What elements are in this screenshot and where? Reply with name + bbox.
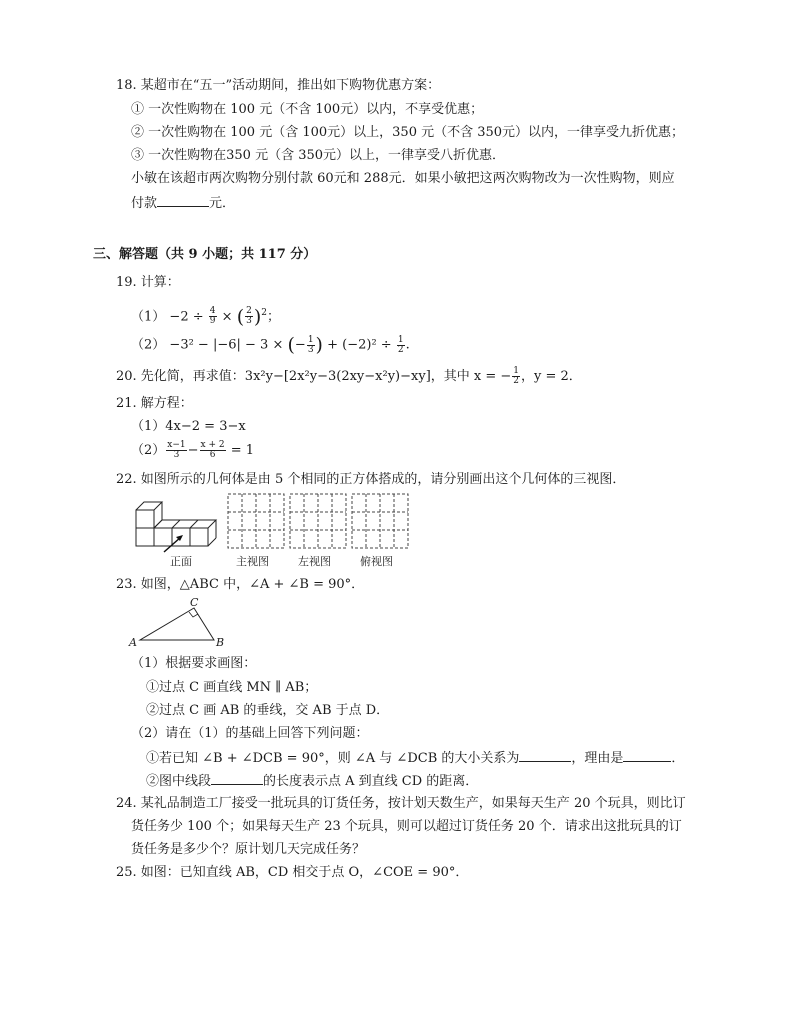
q19-p1-label: （1） <box>131 309 166 325</box>
q23-p2b-text2: 的长度表示点 A 到直线 CD 的距离． <box>263 774 479 789</box>
q19-p1-exponent: 2 <box>261 308 267 318</box>
q21-part1: （1）4x−2 = 3−x <box>131 419 246 434</box>
q19-p1-frac2: $\frac{2}{3}$ <box>246 306 252 327</box>
q21-head: 21. 解方程： <box>116 396 193 411</box>
q18-answer-prefix: 付款 <box>131 196 158 211</box>
q18-line6 <box>131 193 235 213</box>
q18-option2: ② 一次性购物在 100 元（含 100元）以上，350 元（不含 350元）以内，一律享受九折优惠； <box>131 125 685 140</box>
q23-part2a: ①若已知 ∠B + ∠DCB = 90°，则 ∠A 与 ∠DCB 的大小关系为 ，理由是 ． <box>146 748 684 768</box>
q19-p2-frac2: $\frac{1}{2}$ <box>397 334 404 355</box>
q24-line3: 货任务是多少个？原计划几天完成任务？ <box>131 842 366 857</box>
q23-p2a-text2: ，理由是 <box>571 751 624 766</box>
triangle-abc-figure <box>136 600 226 646</box>
q23-reason-blank[interactable] <box>623 748 671 762</box>
q24-line1: 24. 某礼品制造工厂接受一批玩具的订货任务，按计划天数生产，如果每天生产 20 个玩具，则比订 <box>116 796 686 811</box>
left-view-label: 左视图 <box>298 555 331 568</box>
q20 <box>116 366 582 388</box>
cube-solid-figure <box>134 494 224 554</box>
q19-part1: （1） −2 ÷ $\frac{4}{9}$ × ( $\frac{2}{3}$ )$^2$； <box>131 305 281 328</box>
q18-line5: 小敏在该超市两次购物分别付款 60元和 288元．如果小敏把这两次购物改为一次性购物，则应 <box>131 171 675 186</box>
q19-p1-times: × <box>221 309 233 325</box>
q19-p1-expr-a: −2 ÷ <box>169 309 204 325</box>
q19-p2-expr-a: −3² − |−6| − 3 × <box>169 337 284 353</box>
point-b-label: B <box>216 636 225 649</box>
q20-text: 20. 先化简，再求值：3x²y−[2x²y−3(2xy−x²y)−xy]，其中 x = − <box>116 369 512 384</box>
q25-text: 25. 如图：已知直线 AB，CD 相交于点 O，∠COE = 90°． <box>116 865 469 880</box>
q19-head: 19. 计算： <box>116 275 180 290</box>
q23-segment-blank[interactable] <box>211 771 263 785</box>
q21-frac2: $\frac{x + 2}{6}$ <box>200 440 225 460</box>
q23-p2a-text1: ①若已知 ∠B + ∠DCB = 90°，则 ∠A 与 ∠DCB 的大小关系为 <box>146 751 520 766</box>
q23-part1: （1）根据要求画图： <box>131 656 257 671</box>
point-c-label: C <box>190 596 199 609</box>
q21-p2-label: （2） <box>131 443 166 458</box>
view-grids <box>227 492 409 552</box>
main-view-label: 主视图 <box>236 555 269 568</box>
q19-p1-frac1: $\frac{4}{9}$ <box>209 306 216 327</box>
q19-part2: （2） −3² − |−6| − 3 × (− $\frac{1}{3}$ ) + (−2)² ÷ $\frac{1}{2}$ . <box>131 334 410 356</box>
q23-head: 23. 如图，△ABC 中，∠A + ∠B = 90°． <box>116 577 365 592</box>
q23-p2b-text1: ②图中线段 <box>146 774 212 789</box>
q21-p2-end: = 1 <box>230 443 255 458</box>
top-view-label: 俯视图 <box>360 555 393 568</box>
q18-line1: 18. 某超市在“五一”活动期间，推出如下购物优惠方案： <box>116 78 441 93</box>
q19-p2-expr-b: + (−2)² ÷ <box>327 337 392 353</box>
q18-option1: ① 一次性购物在 100 元（不含 100元）以内，不享受优惠； <box>131 102 484 117</box>
q20-frac: $\frac{1}{2}$ <box>513 366 520 386</box>
q24-line2: 货任务少 100 个；如果每天生产 23 个玩具，则可以超过订货任务 20 个．请求出这批玩具的订 <box>131 819 682 834</box>
q20-end: ，y = 2． <box>521 369 582 384</box>
q18-answer-suffix: 元． <box>209 196 236 211</box>
q18-option3: ③ 一次性购物在350 元（含 350元）以上，一律享受八折优惠． <box>131 148 506 163</box>
q23-part1b: ②过点 C 画 AB 的垂线，交 AB 于点 D． <box>146 703 390 718</box>
q23-part2: （2）请在（1）的基础上回答下列问题： <box>131 726 369 741</box>
section-title: 三、解答题（共 9 小题；共 117 分） <box>93 247 317 262</box>
q18-answer-blank[interactable] <box>157 193 209 207</box>
q21-frac1: $\frac{x-1}{3}$ <box>167 440 186 460</box>
point-a-label: A <box>129 636 137 649</box>
q22-text: 22. 如图所示的几何体是由 5 个相同的正方体搭成的，请分别画出这个几何体的三视图． <box>116 472 626 487</box>
q21-part2: （2） $\frac{x-1}{3}$ − $\frac{x + 2}{6}$ = 1 <box>131 440 255 460</box>
q23-relation-blank[interactable] <box>519 748 571 762</box>
q19-p2-frac1: $\frac{1}{3}$ <box>307 334 314 355</box>
q19-p2-label: （2） <box>131 337 166 353</box>
q23-part2b <box>146 771 478 791</box>
front-view-label: 正面 <box>170 555 192 568</box>
q23-part1a: ①过点 C 画直线 MN ∥ AB； <box>146 680 318 695</box>
